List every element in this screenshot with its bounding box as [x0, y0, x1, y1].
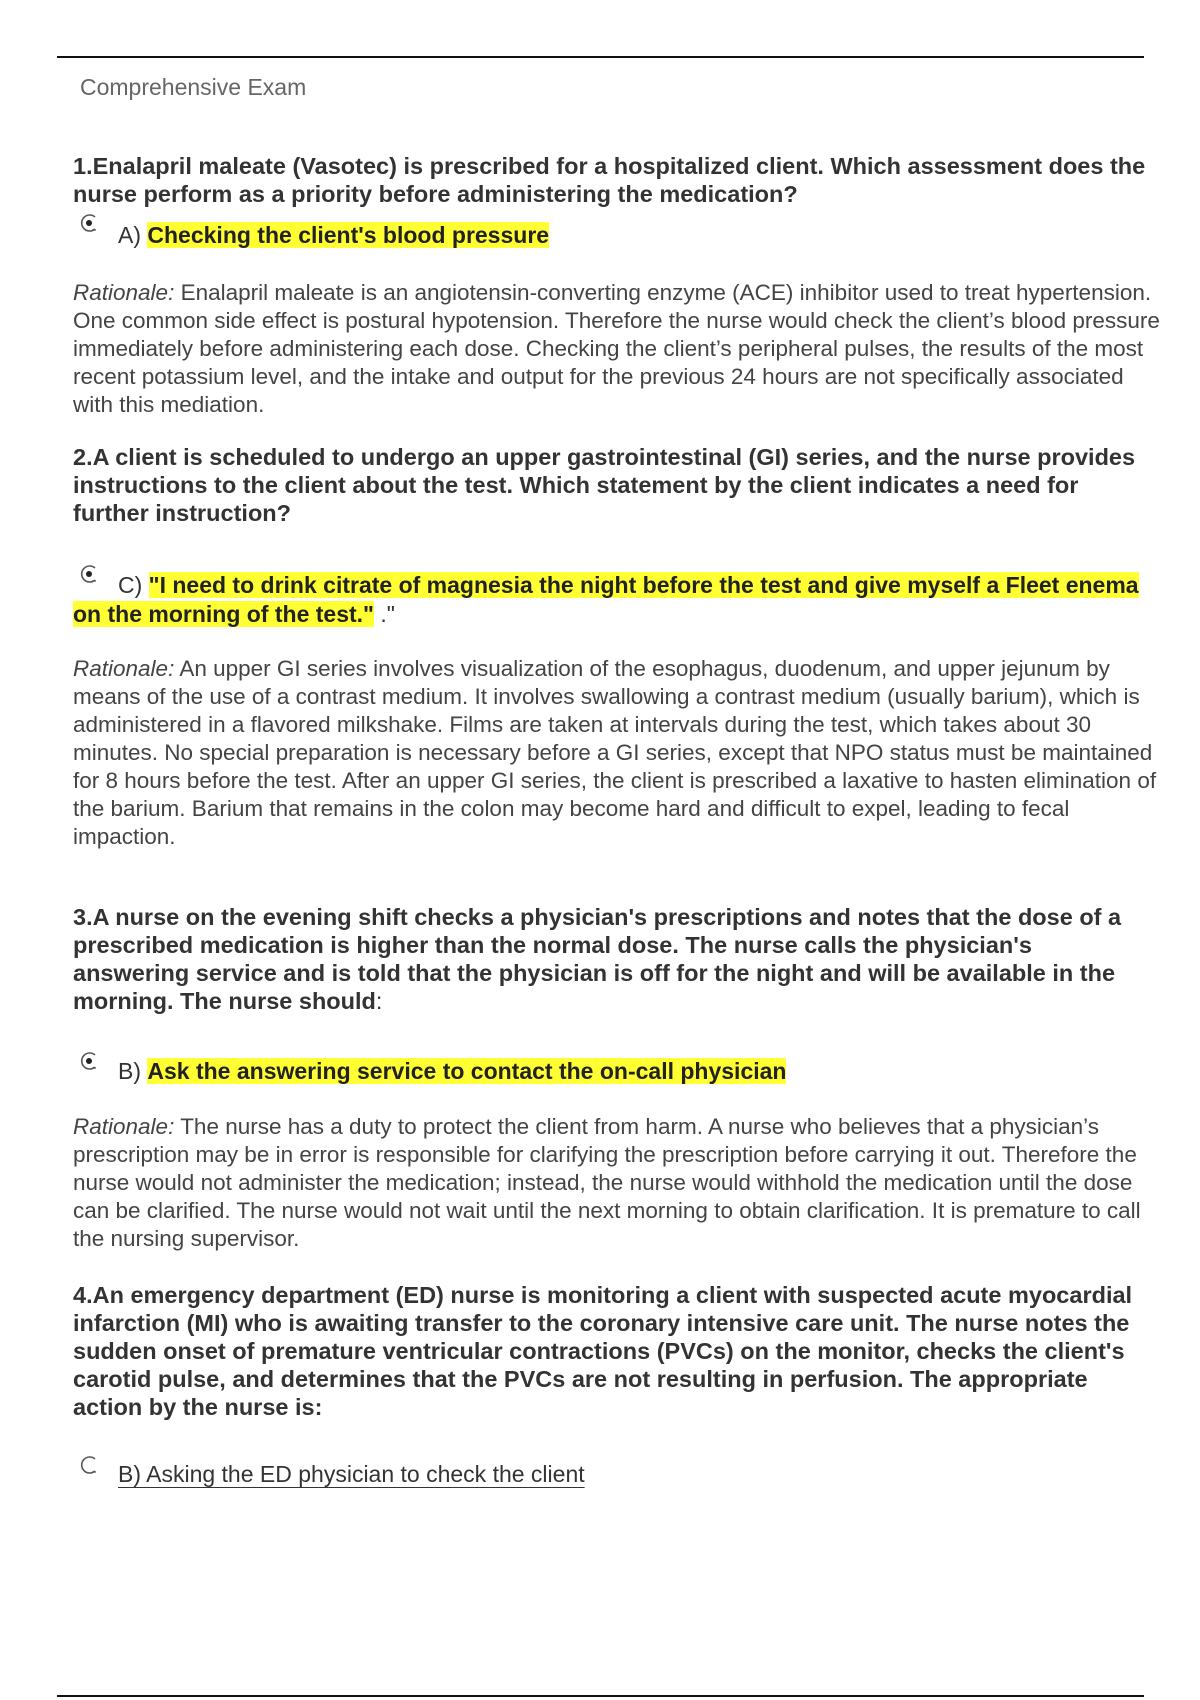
answer-suffix: ." [373, 601, 395, 627]
rationale-text: An upper GI series involves visualization of the esophagus, duodenum, and upper jejunum by means of the use of a contrast medium. It involves swallowing a contrast medium (usually barium), which is administered in a flavored milkshake. Films are taken at intervals during the test, which takes about 30 minutes. No special preparation is necessary before a GI series, except that NPO status must be maintained for 8 hours before the test. After an upper GI series, the client is prescribed a laxative to hasten elimination of the barium. Barium that remains in the colon may become hard and difficult to expel, leading to fecal impaction. [73, 656, 1157, 849]
question-4-answer[interactable]: B) Asking the ED physician to check the client [118, 1461, 585, 1487]
rationale-text: Enalapril maleate is an angiotensin-converting enzyme (ACE) inhibitor used to treat hypertension. One common side effect is postural hypotension. Therefore the nurse would check the client’s blood pressure immediately before administering each dose. Checking the client’s peripheral pulses, the results of the most recent potassium level, and the intake and output for the previous 24 hours are not specifically associated with this mediation. [73, 280, 1160, 417]
rationale-text: The nurse has a duty to protect the client from harm. A nurse who believes that a physician’s prescription may be in error is responsible for clarifying the prescription before carrying it out. Therefore the nurse would not administer the medication; instead, the nurse would withhold the medication until the dose can be clarified. The nurse would not wait until the next morning to obtain clarification. It is premature to call the nursing supervisor. [73, 1114, 1141, 1251]
rationale-label: Rationale: [73, 280, 175, 305]
question-3-stem-text: 3.A nurse on the evening shift checks a physician's prescriptions and notes that the dose of a prescribed medication is higher than the normal dose. The nurse calls the physician's answering service and is told that the physician is off for the night and will be available in the morning. The nurse should [73, 904, 1122, 1014]
answer-letter: C) [118, 572, 143, 598]
selected-radio-icon[interactable] [78, 1050, 100, 1072]
question-4-stem [73, 1281, 1153, 1421]
bottom-rule [57, 1695, 1144, 1697]
question-3-rationale [73, 1113, 1163, 1253]
question-2-stem [73, 443, 1153, 527]
question-4-stem-text: 4.An emergency department (ED) nurse is monitoring a client with suspected acute myocardial infarction (MI) who is awaiting transfer to the coronary intensive care unit. The nurse notes the sudden onset of premature ventricular contractions (PVCs) on the monitor, checks the client's carotid pulse, and determines that the PVCs are not resulting in perfusion. The appropriate action by the nurse is: [73, 1282, 1133, 1420]
question-2-rationale [73, 655, 1163, 851]
stem-suffix: : [375, 988, 383, 1014]
question-1-stem-text: 1.Enalapril maleate (Vasotec) is prescribed for a hospitalized client. Which assessment does the nurse perform as a priority before administering the medication? [73, 153, 1146, 207]
top-rule [57, 56, 1144, 58]
page-header: Comprehensive Exam [80, 74, 307, 100]
answer-letter: B) [118, 1058, 141, 1084]
question-3-answer [118, 1057, 1198, 1086]
selected-radio-icon[interactable] [78, 212, 100, 234]
question-2-stem-text: 2.A client is scheduled to undergo an upper gastrointestinal (GI) series, and the nurse provides instructions to the client about the test. Which statement by the client indicates a need for further instruction? [73, 444, 1136, 526]
question-1-stem [73, 152, 1153, 208]
unselected-radio-icon[interactable] [78, 1454, 100, 1476]
highlighted-answer: Ask the answering service to contact the on-call physician [147, 1058, 787, 1084]
question-1-answer [118, 221, 1198, 250]
question-1-rationale [73, 279, 1163, 419]
rationale-label: Rationale: [73, 1114, 175, 1139]
highlighted-answer: Checking the client's blood pressure [147, 222, 550, 248]
answer-letter: A) [118, 222, 141, 248]
rationale-label: Rationale: [73, 656, 175, 681]
question-2-answer [73, 571, 1153, 629]
question-3-stem [73, 903, 1153, 1015]
highlighted-answer: "I need to drink citrate of magnesia the night before the test and give myself a Fleet enema on the morning of the test." [73, 572, 1139, 627]
